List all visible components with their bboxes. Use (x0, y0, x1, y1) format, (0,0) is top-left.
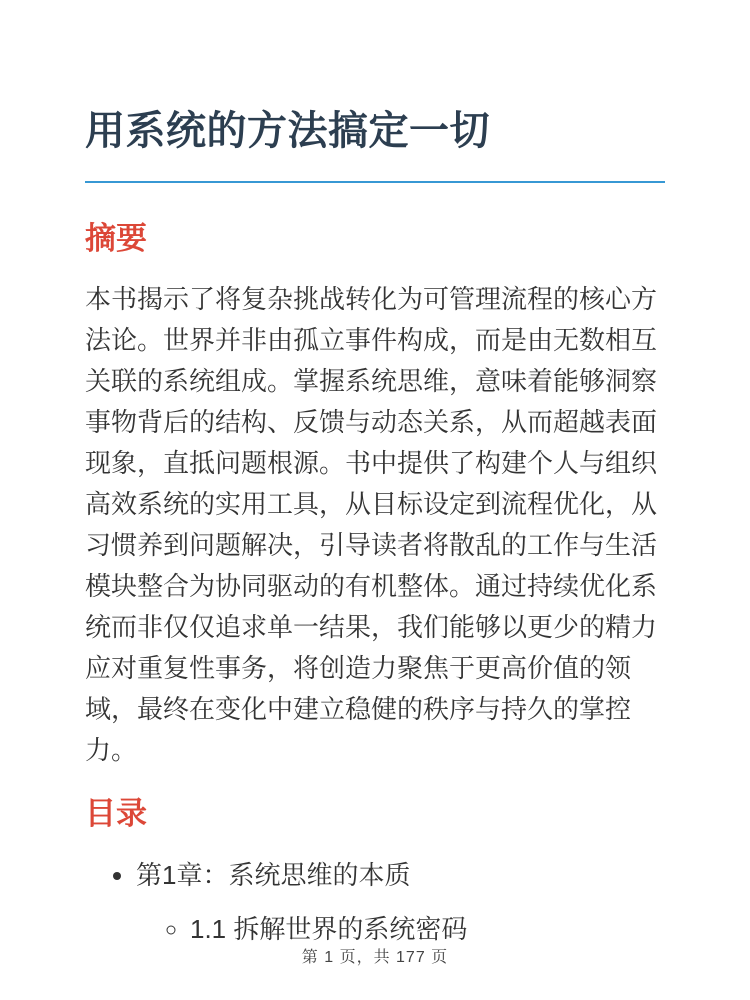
toc-chapter-label: 第1章：系统思维的本质 (136, 860, 411, 890)
abstract-heading: 摘要 (85, 221, 147, 256)
page-number-footer: 第 1 页，共 177 页 (301, 949, 449, 966)
page-title: 用系统的方法搞定一切 (85, 109, 490, 153)
abstract-paragraph: 本书揭示了将复杂挑战转化为可管理流程的核心方法论。世界并非由孤立事件构成，而是由无数相互关联的系统组成。掌握系统思维，意味着能够洞察事物背后的结构、反馈与动态关系，从而超越表面现象，直抵问题根源。书中提供了构建个人与组织高效系统的实用工具，从目标设定到流程优化，从习惯养到问题解决，引导读者将散乱的工作与生活模块整合为协同驱动的有机整体。通过持续优化系统而非仅仅追求单一结果，我们能够以更少的精力应对重复性事务，将创造力聚焦于更高价值的领域，最终在变化中建立稳健的秩序与持久的掌控力。 (85, 284, 658, 765)
toc-heading: 目录 (85, 796, 147, 831)
toc-chapter-item (136, 855, 665, 950)
toc-section-label: 1.1 拆解世界的系统密码 (190, 914, 468, 944)
title-divider (85, 181, 665, 183)
toc-list (85, 855, 665, 950)
